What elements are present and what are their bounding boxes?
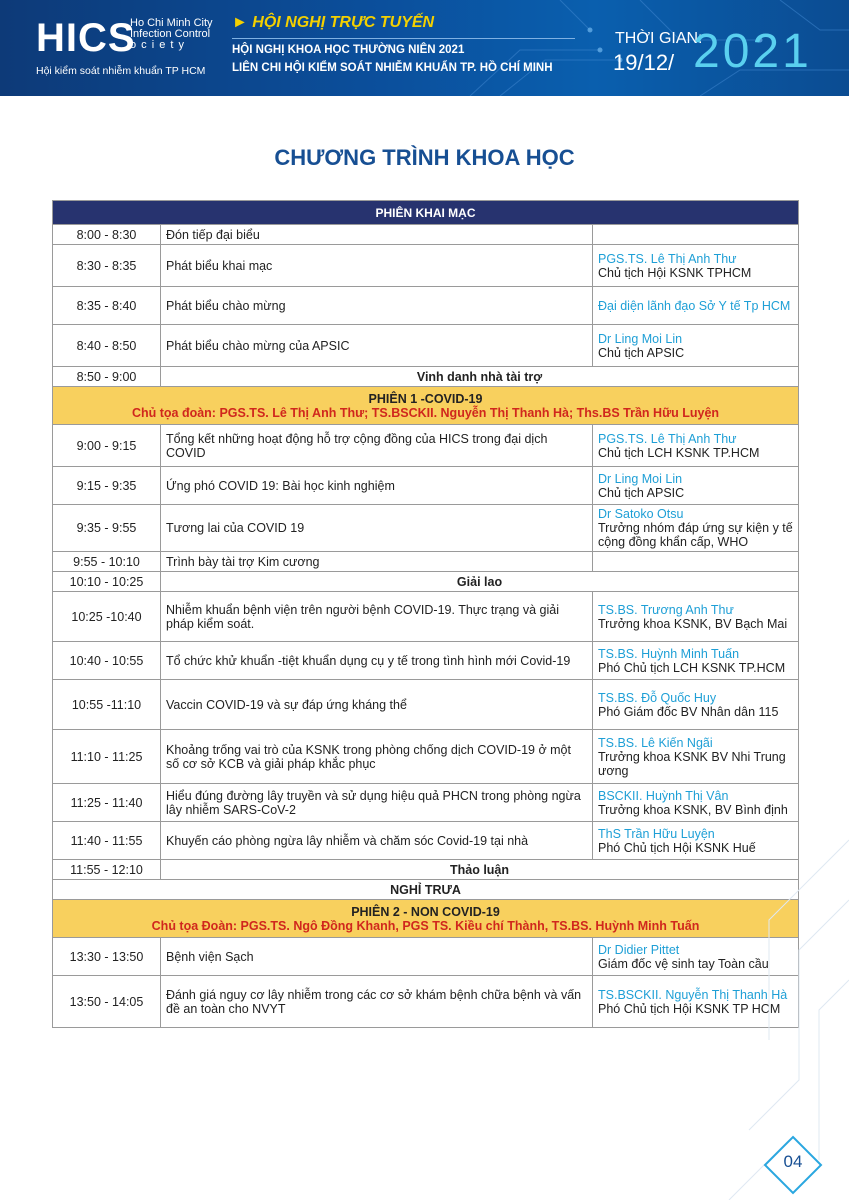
session-header: PHIÊN KHAI MẠC <box>53 201 799 225</box>
speaker-cell <box>593 467 799 505</box>
session-header <box>53 387 799 425</box>
time-cell: 10:40 - 10:55 <box>53 642 161 680</box>
speaker-cell <box>593 505 799 552</box>
page-header <box>0 0 849 96</box>
speaker-role: Phó Chủ tịch Hội KSNK Huế <box>598 840 756 855</box>
time-cell: 10:55 -11:10 <box>53 680 161 730</box>
time-cell: 13:30 - 13:50 <box>53 938 161 976</box>
speaker-role: Phó Chủ tịch LCH KSNK TP.HCM <box>598 660 786 675</box>
time-label: THỜI GIAN: <box>615 30 703 47</box>
table-row <box>53 642 799 680</box>
conference-organizer: LIÊN CHI HỘI KIỂM SOÁT NHIỄM KHUẨN TP. HỒ CHÍ MINH <box>232 62 553 74</box>
time-cell: 13:50 - 14:05 <box>53 976 161 1028</box>
session-chairs: Chủ tọa Đoàn: PGS.TS. Ngô Đồng Khanh, PGS TS. Kiều chí Thành, TS.BS. Huỳnh Minh Tuấn <box>151 918 700 933</box>
session-header-row <box>53 201 799 225</box>
topic-cell: Tương lai của COVID 19 <box>161 505 593 552</box>
time-cell: 11:40 - 11:55 <box>53 822 161 860</box>
table-row <box>53 225 799 245</box>
topic-cell: Đón tiếp đại biểu <box>161 225 593 245</box>
speaker-role: Trưởng khoa KSNK BV Nhi Trung ương <box>598 749 786 778</box>
time-cell: 11:25 - 11:40 <box>53 784 161 822</box>
time-cell: 10:10 - 10:25 <box>53 572 161 592</box>
page-number: 04 <box>783 1152 803 1171</box>
break-label: Vinh danh nhà tài trợ <box>161 367 799 387</box>
table-row <box>53 287 799 325</box>
session-chairs: Chủ tọa đoàn: PGS.TS. Lê Thị Anh Thư; TS.BSCKII. Nguyễn Thị Thanh Hà; Ths.BS Trần Hữu Luyện <box>131 405 720 420</box>
time-cell: 8:30 - 8:35 <box>53 245 161 287</box>
table-row <box>53 245 799 287</box>
speaker-cell <box>593 287 799 325</box>
time-cell: 10:25 -10:40 <box>53 592 161 642</box>
lunch-label: NGHỈ TRƯA <box>53 880 799 900</box>
time-cell: 8:50 - 9:00 <box>53 367 161 387</box>
topic-cell: Phát biểu chào mừng của APSIC <box>161 325 593 367</box>
logo-line-1: Ho Chi Minh City <box>130 17 213 29</box>
topic-cell: Trình bày tài trợ Kim cương <box>161 552 593 572</box>
break-row <box>53 572 799 592</box>
logo-line-2: Infection Control <box>130 28 211 40</box>
speaker-name: TS.BS. Lê Kiến Ngãi <box>598 735 713 750</box>
time-cell: 11:55 - 12:10 <box>53 860 161 880</box>
topic-cell: Bệnh viện Sạch <box>161 938 593 976</box>
topic-cell: Phát biểu chào mừng <box>161 287 593 325</box>
topic-cell: Khoảng trống vai trò của KSNK trong phòng chống dịch COVID-19 ở một số cơ sở KCB và giải pháp khắc phục <box>161 730 593 784</box>
speaker-name: PGS.TS. Lê Thị Anh Thư <box>598 251 737 266</box>
speaker-cell <box>593 592 799 642</box>
speaker-role: Chủ tịch APSIC <box>598 345 685 360</box>
speaker-role: Trưởng nhóm đáp ứng sự kiện y tế cộng đồng khẩn cấp, WHO <box>598 521 793 549</box>
speaker-cell <box>593 425 799 467</box>
table-row <box>53 505 799 552</box>
table-row <box>53 552 799 572</box>
topic-cell: Khuyến cáo phòng ngừa lây nhiễm và chăm sóc Covid-19 tại nhà <box>161 822 593 860</box>
time-cell: 11:10 - 11:25 <box>53 730 161 784</box>
table-row <box>53 730 799 784</box>
speaker-role: Chủ tịch LCH KSNK TP.HCM <box>598 445 760 460</box>
speaker-name: ThS Trần Hữu Luyện <box>598 826 715 841</box>
session-title: PHIÊN 2 - NON COVID-19 <box>351 904 500 919</box>
table-row <box>53 425 799 467</box>
topic-cell: Đánh giá nguy cơ lây nhiễm trong các cơ sở khám bệnh chữa bệnh và vấn đề an toàn cho NVYT <box>161 976 593 1028</box>
speaker-cell <box>593 225 799 245</box>
topic-cell: Phát biểu khai mạc <box>161 245 593 287</box>
date-day-month: 19/12/ <box>613 50 675 75</box>
session-header-row <box>53 387 799 425</box>
speaker-name: Dr Ling Moi Lin <box>598 471 683 486</box>
speaker-name: Dr Satoko Otsu <box>598 507 684 521</box>
speaker-name: Đại diện lãnh đạo Sở Y tế Tp HCM <box>598 298 791 313</box>
table-row <box>53 592 799 642</box>
time-cell: 8:35 - 8:40 <box>53 287 161 325</box>
speaker-name: Dr Didier Pittet <box>598 942 680 957</box>
speaker-name: BSCKII. Huỳnh Thị Vân <box>598 788 729 803</box>
speaker-role: Chủ tịch APSIC <box>598 485 685 500</box>
speaker-cell <box>593 680 799 730</box>
table-row <box>53 680 799 730</box>
time-cell: 8:40 - 8:50 <box>53 325 161 367</box>
speaker-role: Chủ tịch Hội KSNK TPHCM <box>598 265 752 280</box>
topic-cell: Ứng phó COVID 19: Bài học kinh nghiệm <box>161 467 593 505</box>
speaker-name: PGS.TS. Lê Thị Anh Thư <box>598 431 737 446</box>
speaker-role: Trưởng khoa KSNK, BV Bình định <box>598 802 788 817</box>
speaker-role: Phó Giám đốc BV Nhân dân 115 <box>598 704 779 719</box>
time-cell: 9:55 - 10:10 <box>53 552 161 572</box>
speaker-name: TS.BSCKII. Nguyễn Thị Thanh Hà <box>598 987 788 1002</box>
break-row <box>53 367 799 387</box>
time-cell: 8:00 - 8:30 <box>53 225 161 245</box>
conference-tag: ► HỘI NGHỊ TRỰC TUYẾN <box>232 14 435 31</box>
topic-cell: Nhiễm khuẩn bệnh viện trên người bệnh COVID-19. Thực trạng và giải pháp kiểm soát. <box>161 592 593 642</box>
speaker-name: TS.BS. Huỳnh Minh Tuấn <box>598 646 740 661</box>
time-cell: 9:00 - 9:15 <box>53 425 161 467</box>
speaker-name: TS.BS. Trương Anh Thư <box>598 602 734 617</box>
break-label: Thảo luận <box>161 860 799 880</box>
conference-title: HỘI NGHỊ KHOA HỌC THƯỜNG NIÊN 2021 <box>232 44 465 56</box>
table-row <box>53 325 799 367</box>
page-title: CHƯƠNG TRÌNH KHOA HỌC <box>274 145 575 170</box>
speaker-name: TS.BS. Đỗ Quốc Huy <box>598 690 717 705</box>
session-title: PHIÊN 1 -COVID-19 <box>368 391 483 406</box>
topic-cell: Tổ chức khử khuẩn -tiệt khuẩn dụng cụ y tế trong tình hình mới Covid-19 <box>161 642 593 680</box>
speaker-role: Trưởng khoa KSNK, BV Bạch Mai <box>598 616 788 631</box>
logo-line-3: o c i e t y <box>130 39 186 51</box>
time-cell: 9:15 - 9:35 <box>53 467 161 505</box>
time-cell: 9:35 - 9:55 <box>53 505 161 552</box>
logo-text-block <box>130 18 213 51</box>
topic-cell: Hiểu đúng đường lây truyền và sử dụng hiệu quả PHCN trong phòng ngừa lây nhiễm SARS-CoV-2 <box>161 784 593 822</box>
table-row <box>53 467 799 505</box>
logo-subtitle: Hội kiểm soát nhiễm khuẩn TP HCM <box>36 65 206 77</box>
speaker-cell <box>593 552 799 572</box>
topic-cell: Vaccin COVID-19 và sự đáp ứng kháng thể <box>161 680 593 730</box>
speaker-cell <box>593 325 799 367</box>
break-label: Giải lao <box>161 572 799 592</box>
header-divider <box>232 38 575 39</box>
speaker-cell <box>593 642 799 680</box>
speaker-role: Phó Chủ tịch Hội KSNK TP HCM <box>598 1001 781 1016</box>
speaker-cell <box>593 730 799 784</box>
speaker-cell <box>593 245 799 287</box>
hics-logo: HICS <box>36 16 136 60</box>
topic-cell: Tổng kết những hoạt động hỗ trợ cộng đồng của HICS trong đại dịch COVID <box>161 425 593 467</box>
speaker-name: Dr Ling Moi Lin <box>598 331 683 346</box>
speaker-role: Giám đốc vệ sinh tay Toàn cầu <box>598 956 769 971</box>
date-year: 2021 <box>693 25 812 78</box>
